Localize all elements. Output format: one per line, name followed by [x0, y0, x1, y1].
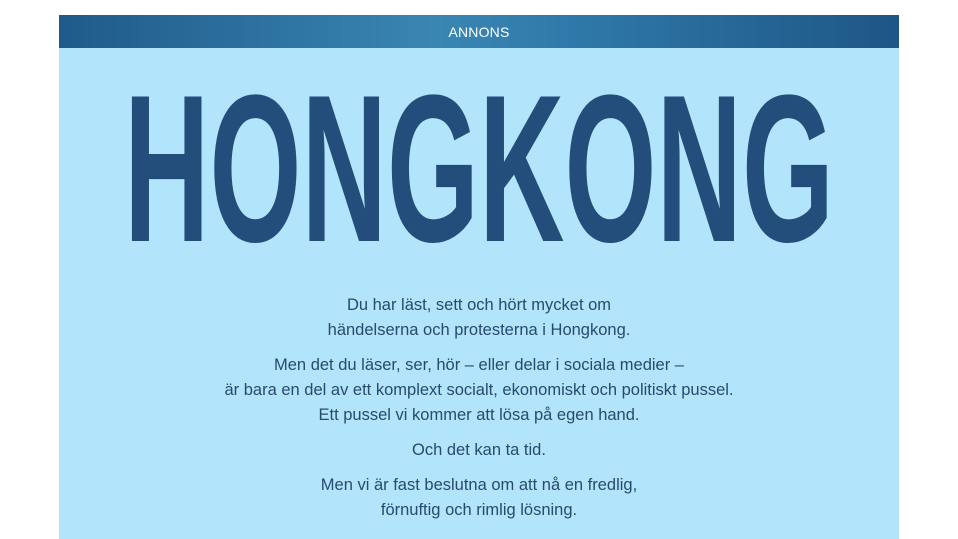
text-line: förnuftig och rimlig lösning. [380, 501, 578, 519]
ad-header-bar [59, 15, 899, 48]
text-line: händelserna och protesterna i Hongkong. [327, 321, 631, 339]
text-line: Du har läst, sett och hört mycket om [346, 296, 612, 314]
advertisement[interactable] [59, 15, 899, 539]
text-line: Och det kan ta tid. [412, 441, 546, 459]
paragraph-4 [59, 473, 899, 523]
ad-body-copy [59, 293, 899, 533]
text-line: är bara en del av ett komplext socialt, ekonomiskt och politiskt pussel. [224, 381, 734, 399]
text-line: Men det du läser, ser, hör – eller delar i sociala medier – [274, 356, 684, 374]
headline [59, 91, 899, 269]
ad-label: ANNONS [448, 23, 510, 40]
paragraph-3 [59, 438, 899, 463]
headline-text: HONGKONG [124, 91, 834, 269]
paragraph-2 [59, 353, 899, 428]
text-line: Ett pussel vi kommer att lösa på egen hand. [318, 406, 640, 424]
text-line: Men vi är fast beslutna om att nå en fredlig, [320, 476, 638, 494]
paragraph-1 [59, 293, 899, 343]
